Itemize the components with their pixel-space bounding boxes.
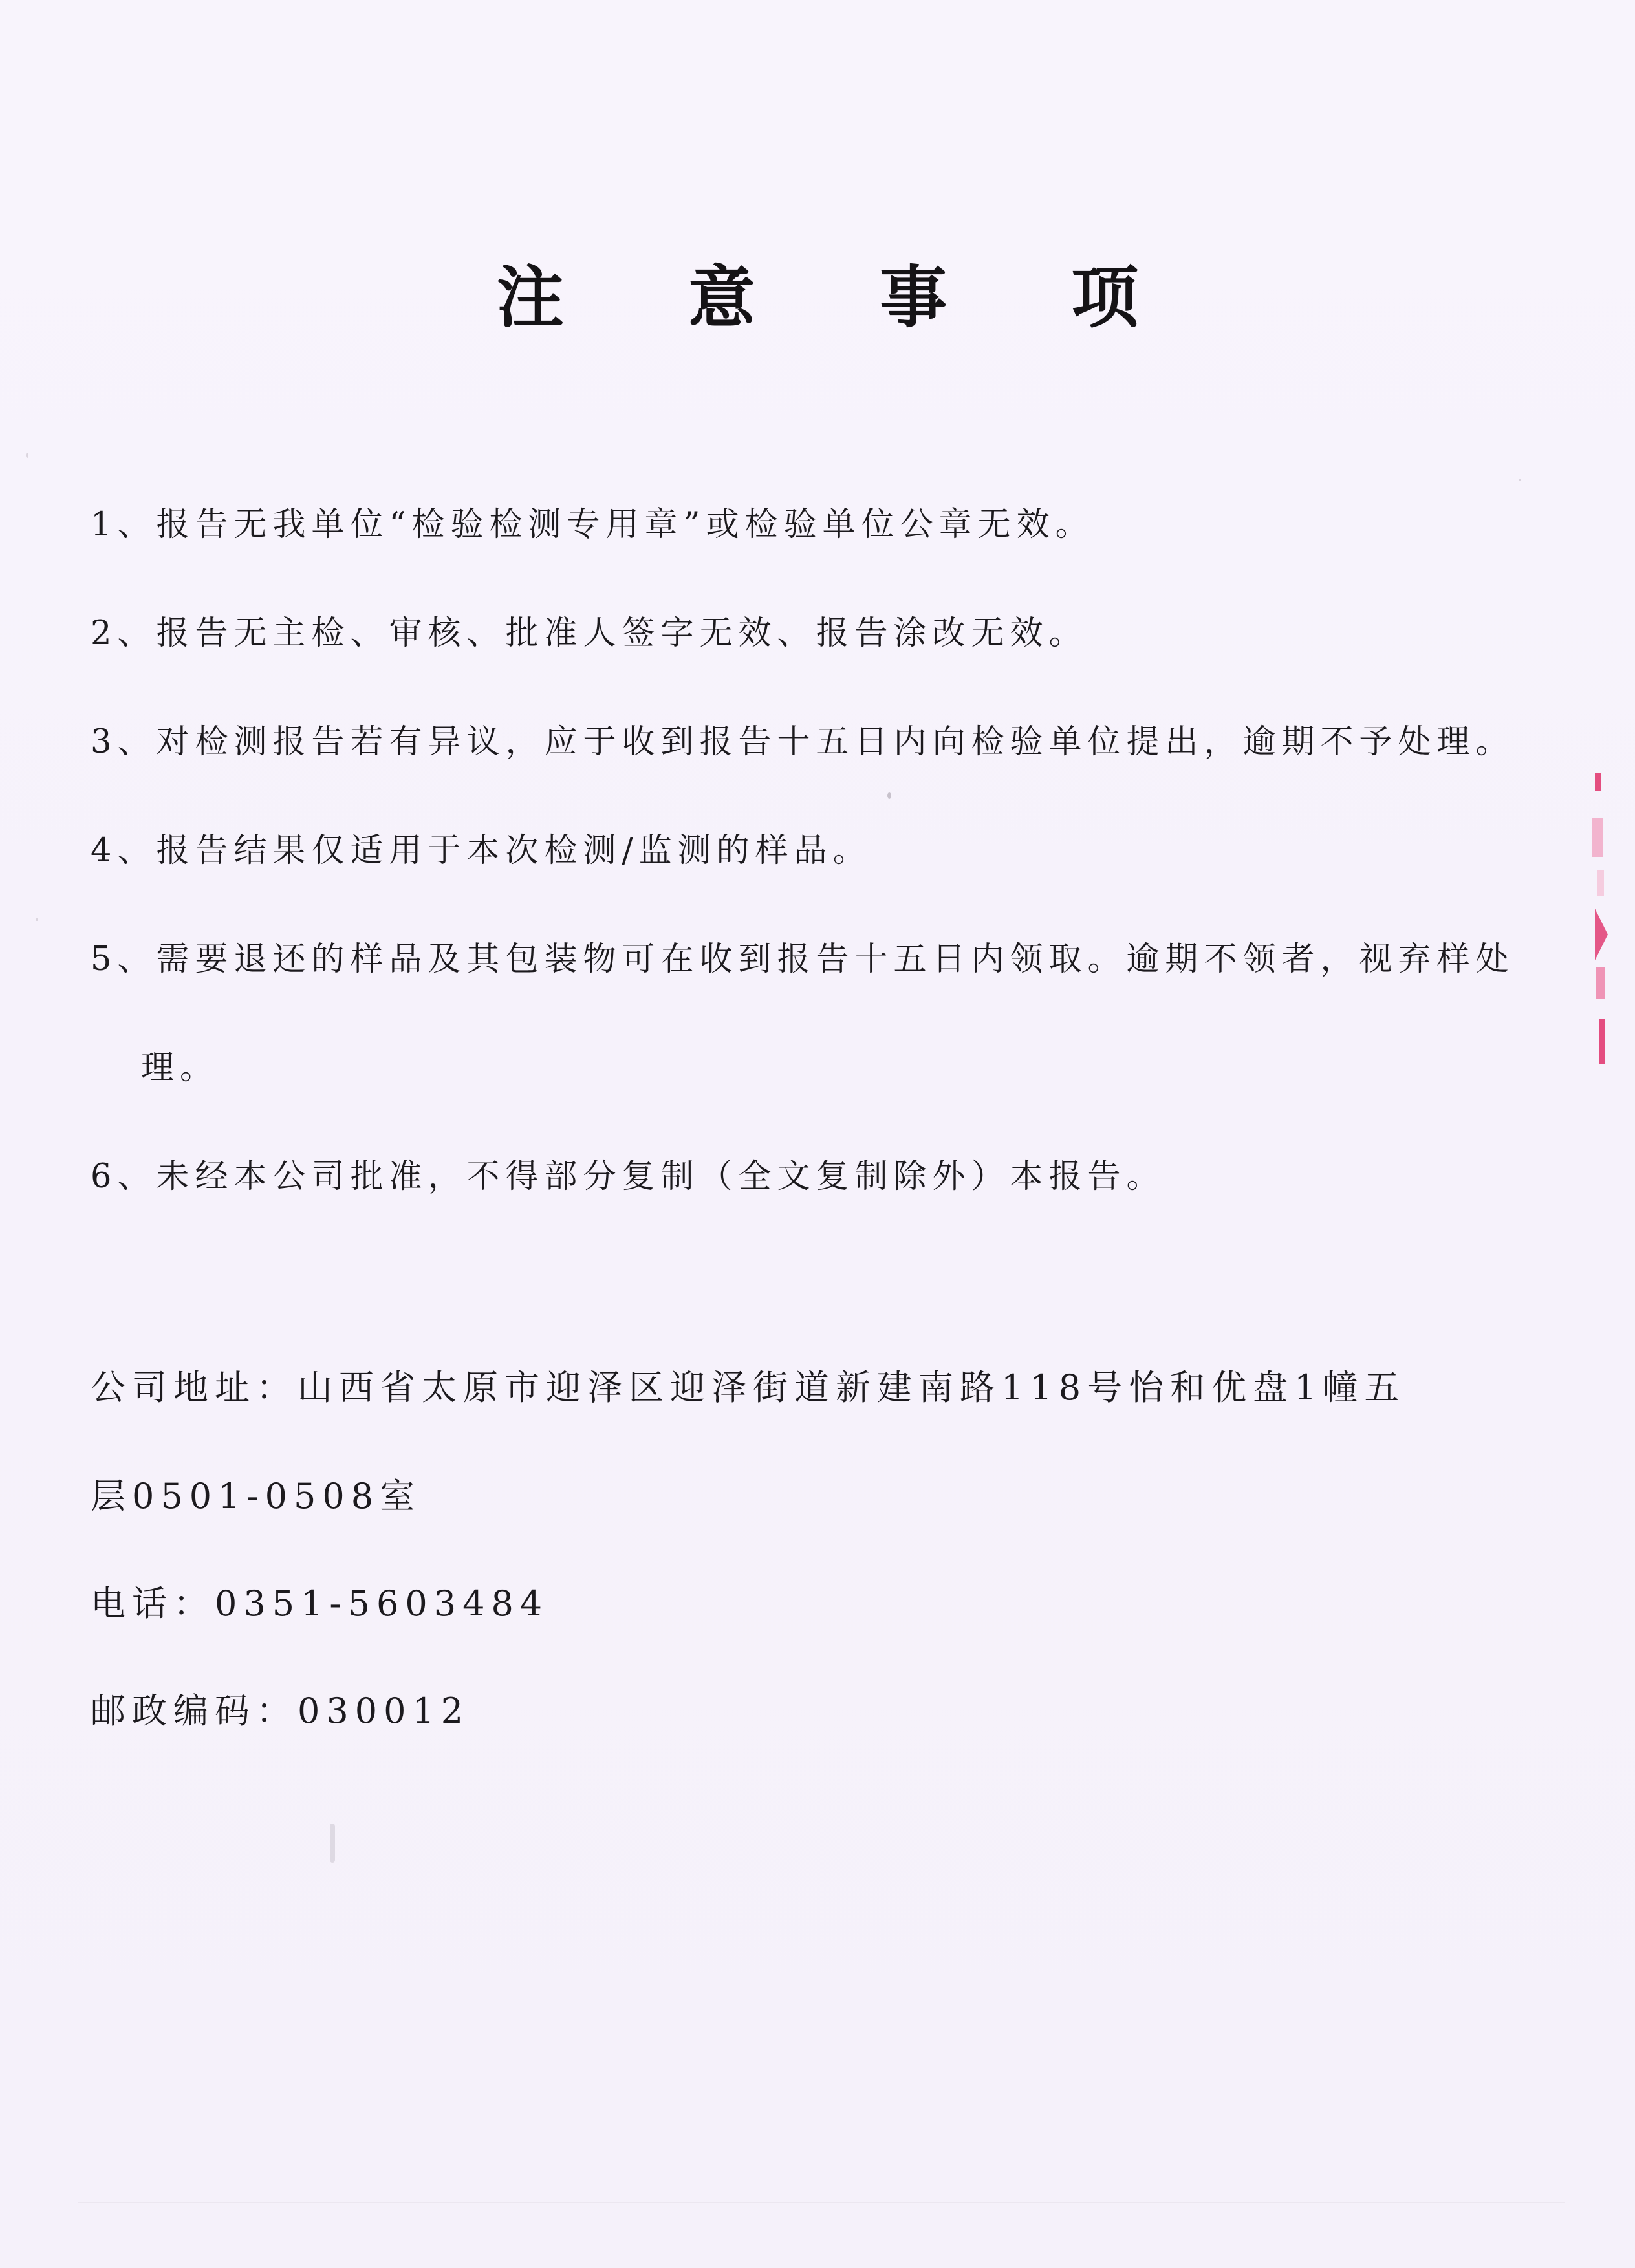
postcode-label: 邮政编码： bbox=[91, 1690, 298, 1731]
notice-item-3 bbox=[91, 722, 1514, 763]
notice-item-6 bbox=[91, 1156, 1165, 1198]
postcode-value: 030012 bbox=[298, 1690, 470, 1731]
notice-number: 2、 bbox=[91, 614, 157, 653]
notice-item-2 bbox=[91, 613, 1087, 654]
notice-item-4 bbox=[91, 830, 872, 872]
notice-text: 报告无主检、审核、批准人签字无效、报告涂改无效。 bbox=[156, 614, 1088, 653]
notice-number: 5、 bbox=[91, 940, 157, 978]
notice-item-1 bbox=[91, 504, 1094, 546]
company-address bbox=[91, 1366, 1405, 1410]
notice-text: 需要退还的样品及其包装物可在收到报告十五日内领取。逾期不领者，视弃样处 bbox=[156, 940, 1515, 978]
notice-text: 报告结果仅适用于本次检测/监测的样品。 bbox=[156, 832, 872, 870]
notice-text: 对检测报告若有异议，应于收到报告十五日内向检验单位提出，逾期不予处理。 bbox=[156, 723, 1515, 761]
company-postcode bbox=[91, 1689, 470, 1733]
address-line-1: 山西省太原市迎泽区迎泽街道新建南路118号怡和优盘1幢五 bbox=[298, 1367, 1406, 1408]
page-bottom-edge bbox=[78, 2202, 1565, 2203]
page-title: 注 意 事 项 bbox=[496, 258, 1189, 337]
address-label: 公司地址： bbox=[91, 1367, 298, 1408]
company-phone bbox=[91, 1582, 548, 1626]
notice-number: 6、 bbox=[91, 1158, 157, 1196]
notice-text: 报告无我单位“检验检测专用章”或检验单位公章无效。 bbox=[156, 506, 1094, 544]
seal-stamp-fragment bbox=[1586, 773, 1612, 1070]
notice-number: 3、 bbox=[91, 723, 157, 761]
address-line-2: 层0501-0508室 bbox=[91, 1476, 422, 1517]
notice-item-5-continuation: 理。 bbox=[141, 1049, 219, 1087]
notice-text: 未经本公司批准，不得部分复制（全文复制除外）本报告。 bbox=[156, 1158, 1165, 1196]
paper-speck bbox=[36, 918, 38, 921]
paper-speck bbox=[26, 453, 28, 458]
notice-number: 1、 bbox=[91, 506, 157, 544]
notice-number: 4、 bbox=[91, 832, 157, 870]
notice-item-5 bbox=[91, 939, 1514, 980]
paper-speck bbox=[887, 792, 891, 799]
phone-value: 0351-5603484 bbox=[215, 1583, 549, 1624]
phone-label: 电话： bbox=[91, 1583, 215, 1624]
paper-speck bbox=[330, 1824, 335, 1863]
paper-speck bbox=[1519, 479, 1521, 481]
